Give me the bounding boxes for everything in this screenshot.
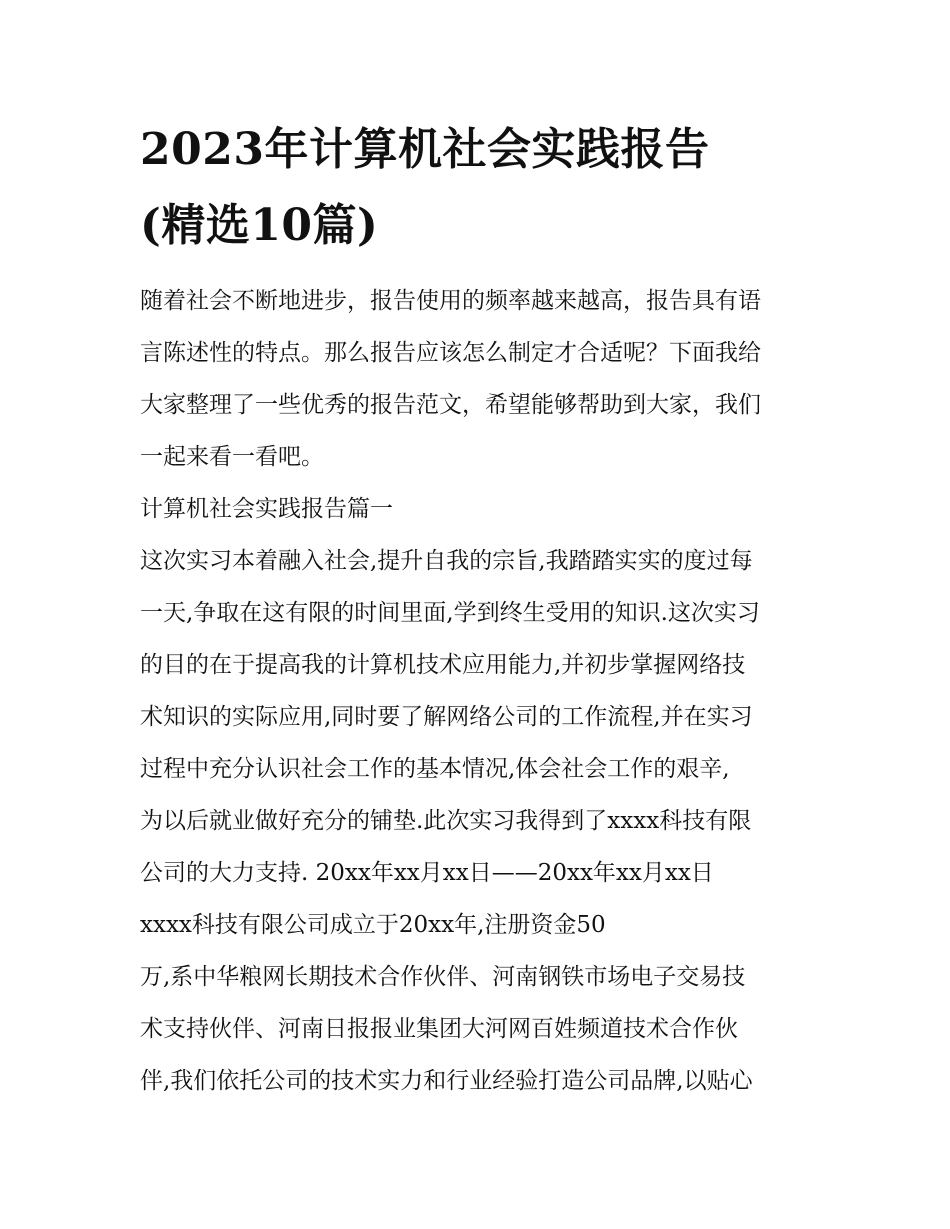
- body-line: 伴,我们依托公司的技术实力和行业经验打造公司品牌,以贴心: [140, 1068, 753, 1094]
- body-line: 大家整理了一些优秀的报告范文，希望能够帮助到大家，我们: [140, 392, 761, 418]
- body-line: 万,系中华粮网长期技术合作伙伴、河南钢铁市场电子交易技: [140, 964, 746, 990]
- body-line: 随着社会不断地进步，报告使用的频率越来越高，报告具有语: [140, 288, 761, 314]
- body-line: 的目的在于提高我的计算机技术应用能力,并初步掌握网络技: [140, 652, 746, 678]
- body-line: 这次实习本着融入社会,提升自我的宗旨,我踏踏实实的度过每: [140, 548, 753, 574]
- body-line: 过程中充分认识社会工作的基本情况,体会社会工作的艰辛,: [140, 756, 730, 782]
- body-line: 言陈述性的特点。那么报告应该怎么制定才合适呢？下面我给: [140, 340, 761, 366]
- section-heading: 计算机社会实践报告篇一: [140, 496, 393, 522]
- document-title: [140, 112, 820, 264]
- body-line: 一起来看一看吧。: [140, 444, 324, 470]
- document-body: [140, 275, 820, 1107]
- body-line: 一天,争取在这有限的时间里面,学到终生受用的知识.这次实习: [140, 600, 760, 626]
- body-line: 术知识的实际应用,同时要了解网络公司的工作流程,并在实习: [140, 704, 753, 730]
- body-line: 公司的大力支持. 20xx年xx月xx日——20xx年xx月xx日: [140, 860, 714, 886]
- body-line: 术支持伙伴、河南日报报业集团大河网百姓频道技术合作伙: [140, 1016, 738, 1042]
- title-line-2: (精选10篇): [140, 200, 379, 251]
- body-line: 为以后就业做好充分的铺垫.此次实习我得到了xxxx科技有限: [140, 808, 752, 834]
- title-line-1: 2023年计算机社会实践报告: [140, 124, 710, 175]
- body-line: xxxx科技有限公司成立于20xx年,注册资金50: [140, 912, 606, 938]
